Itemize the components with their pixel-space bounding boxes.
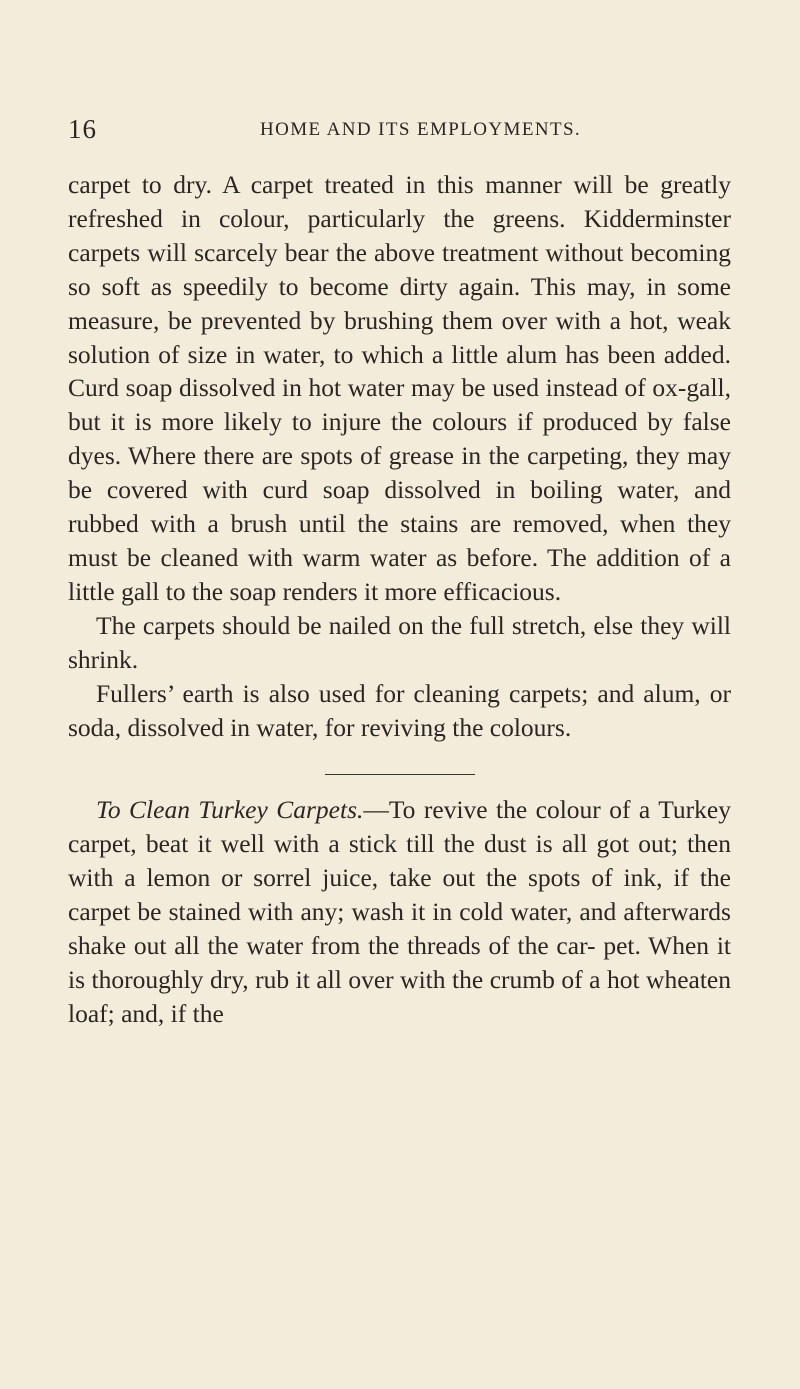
- section-text: —To revive the colour of a Turkey carpet, beat it well with a stick till the dust is all got out; then with a lemon or sorrel juice, take out the spots of ink, if the carpet be stained with any; wash it in cold water, and afterwards shake out all the water from the threads of the car- pet. When it is thoroughly dry, rub it all over with the crumb of a hot wheaten loaf; and, if the: [68, 795, 731, 1028]
- paragraph-fullers-earth: Fullers’ earth is also used for cleaning carpets; and alum, or soda, dissolved in water, for reviving the colours.: [68, 678, 731, 742]
- page-header: [68, 114, 732, 144]
- paragraph-nailing: The carpets should be nailed on the full stretch, else they will shrink.: [68, 610, 731, 674]
- section-divider: [325, 774, 475, 775]
- paragraph-continued: carpet to dry. A carpet treated in this manner will be greatly refreshed in colour, particularly the greens. Kidderminster carpets will scarcely bear the above treatment without becoming so soft as speedily to become dirty again. This may, in some measure, be prevented by brushing them over with a hot, weak solution of size in water, to which a little alum has been added. Curd soap dissolved in hot water may be used instead of ox-gall, but it is more likely to injure the colours if produced by false dyes. Where there are spots of grease in the carpeting, they may be covered with curd soap dissolved in boiling water, and rubbed with a brush until the stains are removed, when they must be cleaned with warm water as before. The addition of a little gall to the soap renders it more efficacious.: [68, 170, 731, 606]
- page-number: 16: [68, 114, 97, 144]
- section-turkey-carpets: [68, 793, 731, 1030]
- running-head: HOME AND ITS EMPLOYMENTS.: [260, 119, 582, 140]
- section-title: To Clean Turkey Carpets.: [96, 795, 364, 825]
- body-text: [68, 168, 731, 1031]
